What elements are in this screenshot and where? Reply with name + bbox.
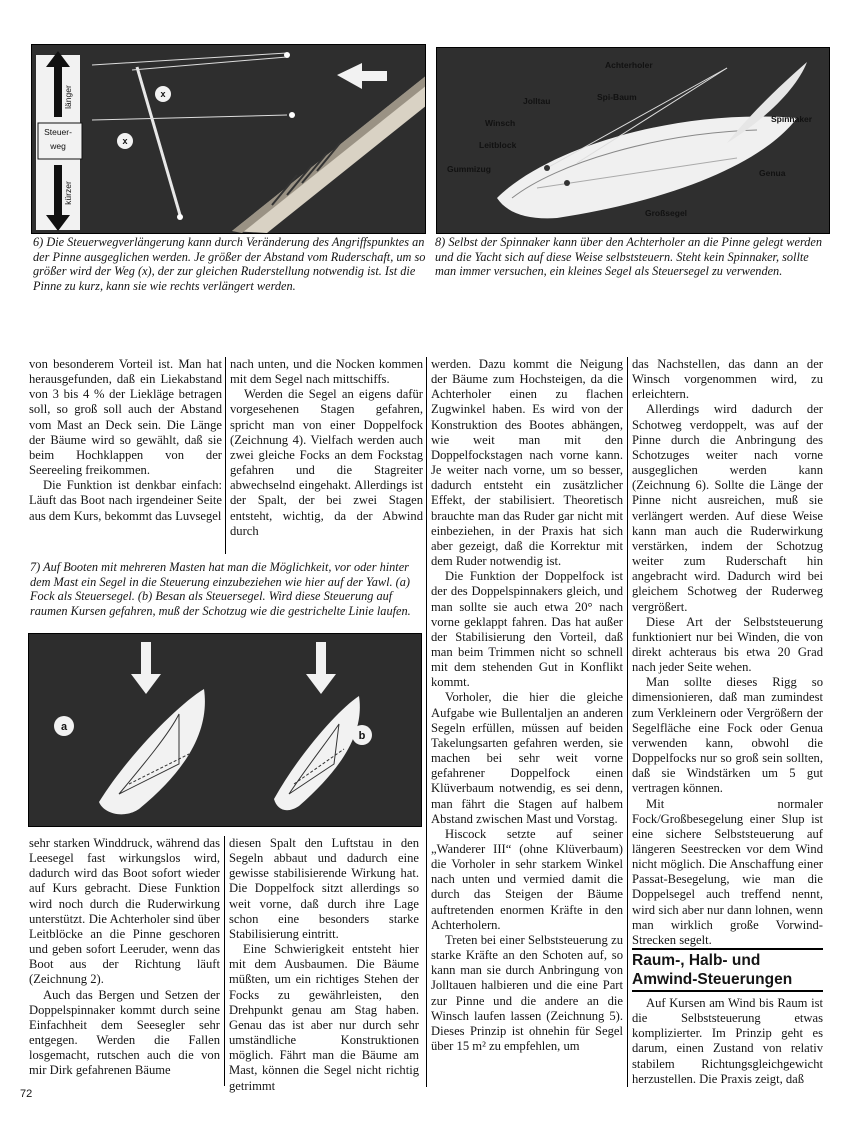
column-4-after-heading bbox=[632, 996, 823, 1087]
figure-6-tiller-drawing bbox=[31, 44, 426, 234]
column-divider bbox=[225, 357, 226, 554]
page-number: 72 bbox=[20, 1088, 33, 1100]
fig6-label-weg: weg bbox=[50, 141, 66, 151]
column-divider bbox=[426, 357, 427, 1087]
column-3 bbox=[431, 357, 623, 1054]
column-divider bbox=[627, 357, 628, 1087]
paragraph: Auf Kursen am Wind bis Raum ist die Selbststeuerung etwas komplizierter. Im Prinzip geht es darum, einen Zustand von relativ stabilem Richtungsgleichgewicht herzustellen. Die Praxis zeigt, daß bbox=[632, 996, 823, 1086]
paragraph: Treten bei einer Selbststeuerung zu starke Kräfte an den Schoten auf, so kann man sie durch Anbringung von Jolltauen halbieren und die eine Part zur Pinne und die andere an die Winsch laufen lassen (Zeichnung 5). Dieses Prinzip ist ohnehin für Segel über 15 m² zu empfehlen, um bbox=[431, 932, 623, 1054]
paragraph: werden. Dazu kommt die Neigung der Bäume zum Hochsteigen, da die Achterholer einen zu flachen Zugwinkel haben. Es wird von der Konstruktion des Bootes abhängen, wie weit man mit den Doppelfockstagen nach vorne kann. Je weiter nach vorne, um so besser, dadurch entsteht ein zusätzlicher Effekt, der stabilisiert. Theoretisch brauchte man das Ruder gar nicht mit einbeziehen, in der Praxis hat sich aber gezeigt, daß die Korrektur mit dem Ruder notwendig ist. bbox=[431, 357, 623, 569]
paragraph: Hiscock setzte auf seiner „Wanderer III“ (ohne Klüverbaum) die Vorholer in sehr starkem Winkel nach unten und vermied damit die durch das Steigen der Bäume auftretenden enormen Kräfte in den Achterholern. bbox=[431, 826, 623, 932]
paragraph: das Nachstellen, das dann an der Winsch vorgenommen wird, zu erleichtern. bbox=[632, 357, 823, 402]
figure-8-caption: 8) Selbst der Spinnaker kann über den Achterholer an die Pinne gelegt werden und die Yacht sich auf diese Weise selbststeuern. Steht kein Spinnaker, sollte man immer versuchen, ein kleines Segel als Steuersegel zu verwenden. bbox=[435, 235, 823, 278]
figure-7-yawl-drawing bbox=[28, 633, 422, 827]
fig8-label-jolltau: Jolltau bbox=[523, 96, 551, 106]
paragraph: Mit normaler Fock/Großbesegelung einer Slup ist eine sichere Selbststeuerung auf längeren Seestrecken vor dem Wind nicht möglich. Die Anschaffung einer Passat-Besegelung, wie man die Doppelsegel auch treffend nennt, wird sich aber nur dann lohnen, wenn man wirklich große Vorwind-Strecken segelt. bbox=[632, 796, 823, 947]
fig8-label-achterholer: Achterholer bbox=[605, 60, 653, 70]
fig8-label-genua: Genua bbox=[759, 168, 786, 178]
fig8-label-winsch: Winsch bbox=[485, 118, 516, 128]
fig7-marker-b: b bbox=[358, 730, 366, 742]
fig6-label-kuerzer: kürzer bbox=[63, 181, 73, 205]
fig8-label-grosssegel: Großsegel bbox=[645, 208, 688, 218]
column-2-bottom bbox=[229, 836, 419, 1094]
fig6-marker-x-2: x bbox=[122, 136, 128, 146]
paragraph: Eine Schwierigkeit entsteht hier mit dem Ausbaumen. Die Bäume müßten, um ein richtiges Stehen der Focks zu gewährleisten, den Drehpunkt genau am Stag haben. Genau das ist aber nur durch sehr umständliche Konstruktionen möglich. Fährt man die Bäume am Mast, können die Segel nicht richtig getrimmt bbox=[229, 942, 419, 1093]
figure-7-caption: 7) Auf Booten mit mehreren Masten hat man die Möglichkeit, vor oder hinter dem Mast ein Segel in die Steuerung einzubeziehen wie hier auf der Yawl. (a) Fock als Steuersegel. (b) Besan als Steuersegel. Wird diese Steuerung auf raumen Kursen gefahren, muß der Schotzug wie die gestrichelte Linie laufen. bbox=[30, 560, 411, 618]
fig8-label-leitblock: Leitblock bbox=[479, 140, 517, 150]
fig8-label-gummizug: Gummizug bbox=[447, 164, 491, 174]
fig8-label-spinnaker: Spinnaker bbox=[771, 114, 813, 124]
column-1-bottom bbox=[29, 836, 220, 1079]
fig6-label-laenger: länger bbox=[63, 85, 73, 109]
yawl-illustration bbox=[29, 634, 421, 826]
paragraph: Auch das Bergen und Setzen der Doppelspinnaker kommt durch seine Einfachheit dem Seesegler sehr entgegen. Werden die Fallen losgemacht, rutschen auch die von mir Dirk gefahrenen Bäume bbox=[29, 987, 220, 1078]
column-4 bbox=[632, 357, 823, 948]
fig6-marker-x-1: x bbox=[160, 89, 166, 99]
section-heading: Raum-, Halb- und Amwind-Steuerungen bbox=[632, 952, 793, 988]
fig8-label-spi-baum: Spi-Baum bbox=[597, 92, 637, 102]
paragraph: Werden die Segel an eigens dafür vorgesehenen Stagen gefahren, spricht man von einer Doppelfock (Zeichnung 4). Vielfach werden auch zwei gleiche Focks an dem Fockstag gefahren und die Stagreiter abwechselnd eingehakt. Allerdings ist der Spalt, der bei zwei Stagen entsteht, wichtig, da der Abwind durch bbox=[230, 387, 423, 538]
paragraph: Allerdings wird dadurch der Schotweg verdoppelt, was auf der Pinne durch die Anbringung des Schotzuges weiter nach vorne ausgeglichen werden kann (Zeichnung 6). Sollte die Länge der Pinne nicht ausreichen, muß sie verlängert werden. Auf diese Weise kann man auch die Ruderwirkung verstärken, indem der Schotzug weiter zum Ruderschaft hin angebracht wird. Dadurch wird bei gleichem Schotweg der Ruderweg vergrößert. bbox=[632, 402, 823, 614]
figure-6-caption: 6) Die Steuerwegverlängerung kann durch Veränderung des Angriffspunktes an der Pinne ausgeglichen werden. Je größer der Abstand vom Ruderschaft, um so größer wird der Weg (x), der zur gleichen Ruderstellung notwendig ist. Ist die Pinne zu kurz, kann sie wie rechts verlängert werden. bbox=[33, 235, 426, 293]
fig6-label-steuer: Steuer- bbox=[44, 127, 72, 137]
paragraph: von besonderem Vorteil ist. Man hat herausgefunden, daß ein Liekabstand von 3 bis 4 % der Liekläge betragen soll, so groß soll auch der Abstand vom Mast an Deck sein. Die Länge der Bäume wird so gewählt, daß sie beim Hochklappen von der Seereeling freikommen. bbox=[29, 357, 222, 478]
paragraph: Die Funktion ist denkbar einfach: Läuft das Boot nach irgendeiner Seite aus dem Kurs, bekommt das Luvsegel bbox=[29, 478, 222, 523]
paragraph: Diese Art der Selbststeuerung funktioniert nur bei Winden, die von direkt achteraus bis etwa 20 Grad nach jeder Seite wehen. bbox=[632, 614, 823, 675]
column-2-top bbox=[230, 357, 423, 539]
paragraph: Man sollte dieses Rigg so dimensionieren, daß man zumindest zum Verkleinern oder Vergrößern der Segelfläche eine Fock oder Genua verwenden kann, obwohl die Doppelfocks nur so groß sein sollten, daß sie Windstärken um 5 gut vertragen können. bbox=[632, 675, 823, 796]
paragraph: diesen Spalt den Luftstau in den Segeln abbaut und dadurch eine gewisse stabilisierende Wirkung hat. Die Doppelfock sitzt allerdings so weit vorne, daß durch ihre Lage schon eine besonders starke Stabilisierung eintritt. bbox=[229, 836, 419, 941]
paragraph: Vorholer, die hier die gleiche Aufgabe wie Bullentaljen an anderen Segeln erfüllen, müssen auf beiden Takelungsarten gefahren werden, sie machen bei sehr weit vorne gefahrener Doppelfock einen Klüverbaum notwendig, es sei denn, man fährt die Stagen auf halbem Abstand zwischen Mast und Vorstag. bbox=[431, 690, 623, 826]
paragraph: sehr starken Winddruck, während das Leesegel fast wirkungslos wird, dadurch wird das Boot sofort wieder auf Kurs gebracht. Diese Funktion wird noch durch die Ruderwirkung unterstützt. Die Achterholer sind über Leitblöcke an die Pinne geschoren und geben sofort Leeruder, wenn das Boot aus der Richtung läuft (Zeichnung 2). bbox=[29, 836, 220, 987]
column-divider bbox=[224, 836, 225, 1086]
fig7-marker-a: a bbox=[60, 721, 68, 733]
tiller-illustration bbox=[32, 45, 425, 233]
spinnaker-illustration bbox=[437, 48, 829, 233]
column-1-top bbox=[29, 357, 222, 524]
figure-8-spinnaker-drawing bbox=[436, 47, 830, 234]
section-rule bbox=[632, 948, 823, 950]
section-rule bbox=[632, 990, 823, 992]
paragraph: Die Funktion der Doppelfock ist der des Doppelspinnakers gleich, und man sollte sie auch etwa 20° nach vorne geklappt fahren. Das hat außer der Stabilisierung den Vorteil, daß man beim Trimmen nicht so schnell mit dem stehenden Gut in Konflikt kommt. bbox=[431, 569, 623, 690]
paragraph: nach unten, und die Nocken kommen mit dem Segel nach mittschiffs. bbox=[230, 357, 423, 387]
